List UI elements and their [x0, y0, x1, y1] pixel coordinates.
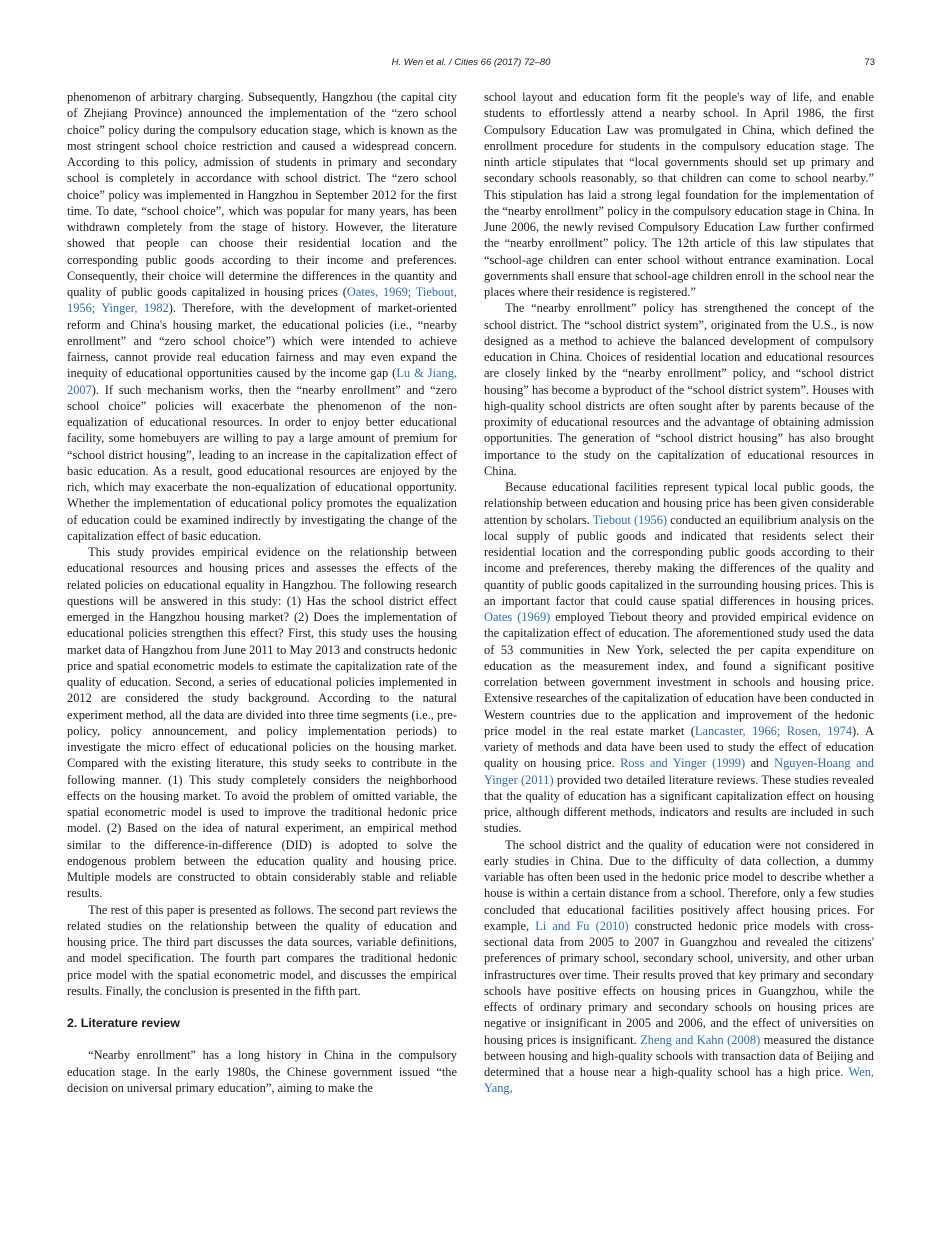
paragraph: school layout and education form fit the people's way of life, and enable students to effortlessly attend a nearby school. In April 1986, the first Compulsory Education Law was promulgated in China, which defined the enrollment procedure for students in the compulsory education stage. The ninth article stipulates that “local governments should set up primary and secondary schools reasonably, so that children can come to school nearby.” This stipulation has laid a strong legal foundation for the implementation of the “nearby enrollment” policy in the compulsory education stage in China. In June 2006, the newly revised Compulsory Education Law further confirmed the “nearby enrollment” policy. The 12th article of this law stipulates that “school-age children can enter school without entrance examination. Local governments shall ensure that school-age children enroll in the school near the places where their residence is registered.”: [484, 90, 874, 299]
citation-link[interactable]: Lancaster, 1966; Rosen, 1974: [694, 723, 853, 738]
running-title: H. Wen et al. / Cities 66 (2017) 72–80: [391, 57, 551, 68]
citation-link[interactable]: Oates (1969): [484, 610, 551, 624]
paragraph: The rest of this paper is presented as follows. The second part reviews the related studies on the relationship between the quality of education and housing price. The third part discusses the data sources, variable definitions, and model specification. The fourth part compares the traditional hedonic price model with the spatial econometric model, and discusses the empirical results. Finally, the conclusion is presented in the fifth part.: [67, 902, 457, 998]
section-heading: 2. Literature review: [67, 1016, 180, 1030]
citation-link[interactable]: Tiebout (1956): [592, 512, 668, 527]
citation-link[interactable]: Li and Fu (2010): [535, 918, 629, 933]
paragraph: The “nearby enrollment” policy has strengthened the concept of the school district. The “school district system”, originated from the U.S., is now designed as a method to achieve the balanced development of compulsory education in China. Choices of residential location and educational resources are closely linked by the “nearby enrollment” policy, and “school district housing” has become a byproduct of the “school district system”. Houses with high-quality school districts are often sought after by parents because of the proximity of educational resources and the advantage of obtaining admission opportunities. The generation of “school district housing” has also brought importance to the study on the capitalization of educational resources in China.: [484, 301, 874, 478]
running-header: [67, 57, 875, 71]
citation-link[interactable]: Lu & Jiang, 2007: [67, 366, 458, 397]
paragraph: phenomenon of arbitrary charging. Subsequently, Hangzhou (the capital city of Zhejiang Province) announced the implementation of the “zero school choice” policy during the compulsory education stage, which is known as the most stringent school choice restriction and caused a widespread concern. According to this policy, admission of students in primary and secondary school is completely in accordance with school district. The “zero school choice” policy was implemented in Hangzhou in September 2012 for the first time. To date, “school choice”, which was popular for many years, has been withdrawn completely from the stage of history. However, the literature showed that people can choose their residential location and the corresponding public goods according to their income and preferences. Consequently, their choice will determine the differences in the quantity and quality of public goods capitalized in housing prices (Oates, 1969; Tiebout, 1956; Yinger, 1982). Therefore, with the development of market-oriented reform and China's housing market, the educational policies (i.e., “nearby enrollment” and “zero school choice”) which were intended to achieve fairness, cannot provide real education fairness and may even expand the inequity of educational opportunities caused by the income gap (Lu & Jiang, 2007). If such mechanism works, then the “nearby enrollment” and “zero school choice” policies will exacerbate the phenomenon of the non-equalization of educational resources. In order to enjoy better educational facility, some homebuyers are willing to pay a large amount of premium for “school district housing”, leading to an increase in the capitalization effect of basic education. As a result, good educational resources are enjoyed by the rich, which may exacerbate the non-equalization of educational opportunity. Whether the implementation of educational policy promotes the equalization of education could be examined indirectly by investigating the change of the capitalization effect of basic education.: [67, 90, 458, 543]
paragraph: Because educational facilities represent typical local public goods, the relationship between education and housing price has been given considerable attention by scholars. Tiebout (1956) conducted an equilibrium analysis on the local supply of public goods and indicated that residents select their residential location and the corresponding public goods according to their income and preferences, thereby making the differences of the quality and quantity of public goods capitalized in the surrounding housing prices. This is an important factor that could cause spatial differences in housing prices. Oates (1969) employed Tiebout theory and provided empirical evidence on the capitalization effect of education. The aforementioned study used the data of 53 communities in New York, selected the per capita expenditure on education as the measurement index, and found a significant positive correlation between government investment in schools and housing price. Extensive researches of the capitalization of education have been conducted in Western countries due to the application and improvement of the hedonic price model in the real estate market (Lancaster, 1966; Rosen, 1974). A variety of methods and data have been used to study the effect of education quality on housing price. Ross and Yinger (1999) and Nguyen-Hoang and Yinger (2011) provided two detailed literature reviews. These studies revealed that the quality of education has a significant capitalization effect on housing price, although different methods, indicators and results are included in such studies.: [484, 480, 874, 836]
right-column: [484, 89, 874, 1097]
citation-link[interactable]: Nguyen-Hoang and Yinger (2011): [484, 756, 874, 787]
paragraph: “Nearby enrollment” has a long history in China in the compulsory education stage. In the early 1980s, the Chinese government issued “the decision on universal primary education”, aiming to make the: [67, 1048, 457, 1095]
citation-link[interactable]: Zheng and Kahn (2008): [640, 1032, 761, 1047]
citation-link[interactable]: Wen, Yang,: [484, 1065, 874, 1096]
citation-link[interactable]: Oates, 1969; Tiebout, 1956; Yinger, 1982: [67, 285, 457, 316]
left-column: [67, 89, 457, 1096]
paragraph: The school district and the quality of education were not considered in early studies in China. Due to the difficulty of data collection, a dummy variable has often been used in the hedonic price model to describe whether a house is within a certain distance from a school. Therefore, only a few studies concluded that educational facilities positively affect housing prices. For example, Li and Fu (2010) constructed hedonic price models with cross-sectional data from 2005 to 2007 in Guangzhou and revealed the citizens' preferences of primary school, secondary school, university, and other urban infrastructures over time. Their results proved that key primary and secondary schools have positive effects on housing prices in Guangzhou, while the effects of ordinary primary and secondary schools on housing prices are negative or insignificant in 2005 and 2006, and the effect of universities on housing prices is insignificant. Zheng and Kahn (2008) measured the distance between housing and high-quality schools with transaction data of Beijing and determined that a house near a high-quality school has a high price. Wen, Yang,: [484, 837, 874, 1096]
citation-link[interactable]: Ross and Yinger (1999): [620, 756, 746, 771]
paragraph: This study provides empirical evidence on the relationship between educational resources and housing prices and assesses the effects of the related policies on educational equality in Hangzhou. The following research questions will be answered in this study: (1) Has the school district effect emerged in the Hangzhou housing market? (2) Does the implementation of educational policies strengthen this effect? First, this study uses the housing market data of Hangzhou from June 2011 to May 2013 and constructs hedonic price and spatial econometric models to estimate the capitalization rate of the quality of education. Second, a series of educational policies implemented in 2012 are considered the study background. According to the natural experiment method, all the data are divided into three time segments (i.e., pre-policy, policy announcement, and policy implementation periods) to investigate the micro effect of educational policies on the housing market. Compared with the existing literature, this study seeks to contribute in the following manner. (1) This study completely considers the neighborhood effects on the housing market. To avoid the problem of omitted variable, the spatial econometric model is used to improve the traditional hedonic price model. (2) Based on the idea of natural experiment, an empirical method similar to the difference-in-difference (DID) is adopted to solve the endogenous problem between the education quality and housing price. Multiple models are constructed to obtain considerably stable and reliable results.: [67, 545, 457, 901]
page-number: 73: [864, 57, 875, 68]
